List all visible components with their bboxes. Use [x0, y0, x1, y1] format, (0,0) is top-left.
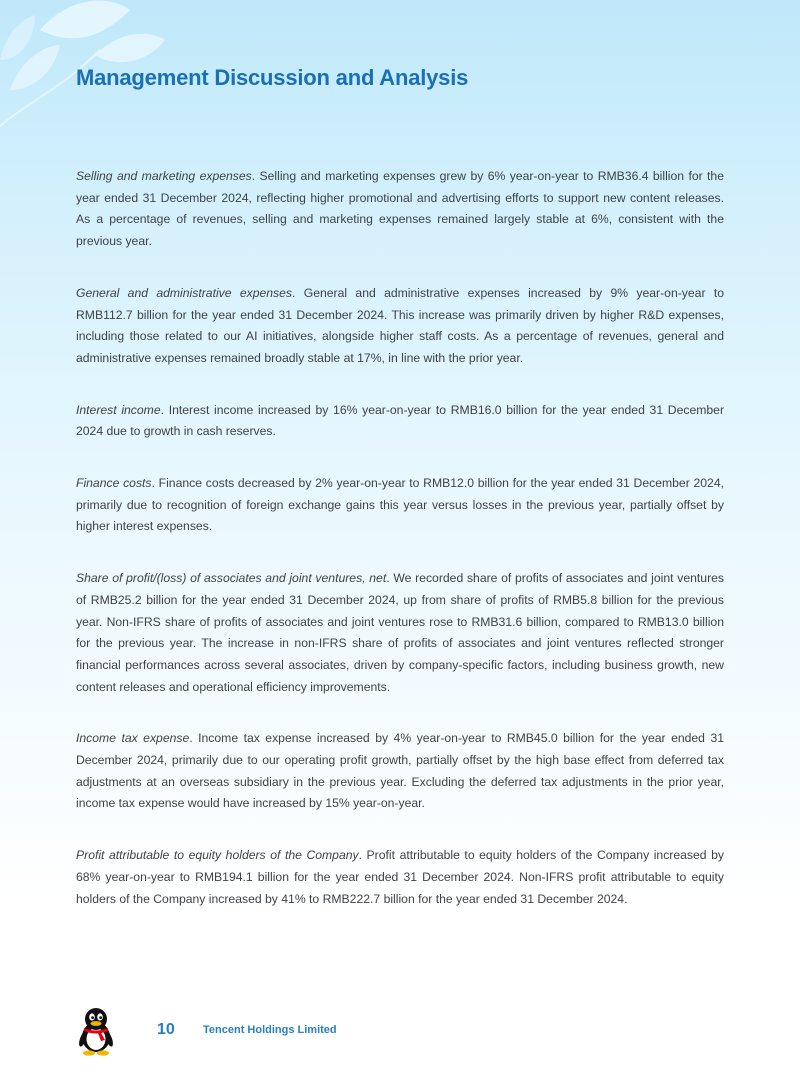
paragraph-profit-attributable [76, 845, 724, 910]
paragraph-body: . We recorded share of profits of associates and joint ventures of RMB25.2 billion for the year ended 31 December 2024, up from share of profits of RMB5.8 billion for the previous year. Non-IFRS share of profits of associates and joint ventures rose to RMB31.6 billion, compared to RMB13.0 billion for the previous year. The increase in non-IFRS share of profits of associates and joint ventures reflected stronger financial performances across several associates, driven by company-specific factors, including business growth, new content releases and operational efficiency improvements. [76, 571, 724, 694]
paragraph-heading: Finance costs [76, 476, 152, 491]
paragraph-heading: Selling and marketing expenses [76, 169, 252, 183]
paragraph-heading: Interest income [76, 402, 161, 417]
paragraph-heading: Income tax expense [76, 731, 190, 746]
paragraph-general-admin [76, 283, 724, 370]
page-title: Management Discussion and Analysis [76, 65, 469, 90]
paragraph-body: . Income tax expense increased by 4% year-on-year to RMB45.0 billion for the year ended 31 December 2024, primarily due to our operating profit growth, partially offset by the high base effect from deferred tax adjustments at an overseas subsidiary in the previous year. Excluding the deferred tax adjustments in the prior year, income tax expense would have increased by 15% year-on-year. [76, 731, 724, 811]
paragraph-income-tax [76, 728, 724, 815]
paragraph-selling-marketing [76, 166, 724, 253]
paragraph-body: . Interest income increased by 16% year-on-year to RMB16.0 billion for the year ended 31 December 2024 due to growth in cash reserves. [76, 402, 724, 439]
paragraph-heading: Profit attributable to equity holders of the Company [76, 848, 359, 863]
paragraph-body: . Finance costs decreased by 2% year-on-year to RMB12.0 billion for the year ended 31 December 2024, primarily due to recognition of foreign exchange gains this year versus losses in the previous year, partially offset by higher interest expenses. [76, 476, 724, 534]
paragraph-interest-income [76, 400, 724, 443]
page-number: 10 [157, 1021, 175, 1038]
company-name: Tencent Holdings Limited [203, 1024, 337, 1036]
paragraph-heading: General and administrative expenses [76, 285, 293, 300]
paragraph-body: . Profit attributable to equity holders of the Company increased by 68% year-on-year to RMB194.1 billion for the year ended 31 December 2024. Non-IFRS profit attributable to equity holders of the Company increased by 41% to RMB222.7 billion for the year ended 31 December 2024. [76, 848, 724, 906]
paragraph-body: . General and administrative expenses increased by 9% year-on-year to RMB112.7 billion for the year ended 31 December 2024. This increase was primarily driven by higher R&D expenses, including those related to our AI initiatives, alongside higher staff costs. As a percentage of revenues, general and administrative expenses remained broadly stable at 17%, in line with the prior year. [76, 285, 724, 365]
penguin-mascot-icon [74, 1006, 118, 1056]
paragraph-heading: Share of profit/(loss) of associates and joint ventures, net [76, 571, 387, 586]
paragraph-finance-costs [76, 473, 724, 538]
paragraph-body: . Selling and marketing expenses grew by 6% year-on-year to RMB36.4 billion for the year ended 31 December 2024, reflecting higher promotional and advertising efforts to support new content releases. As a percentage of revenues, selling and marketing expenses remained largely stable at 6%, consistent with the previous year. [76, 169, 724, 249]
paragraph-share-of-profit [76, 568, 724, 698]
body-content [76, 166, 724, 940]
